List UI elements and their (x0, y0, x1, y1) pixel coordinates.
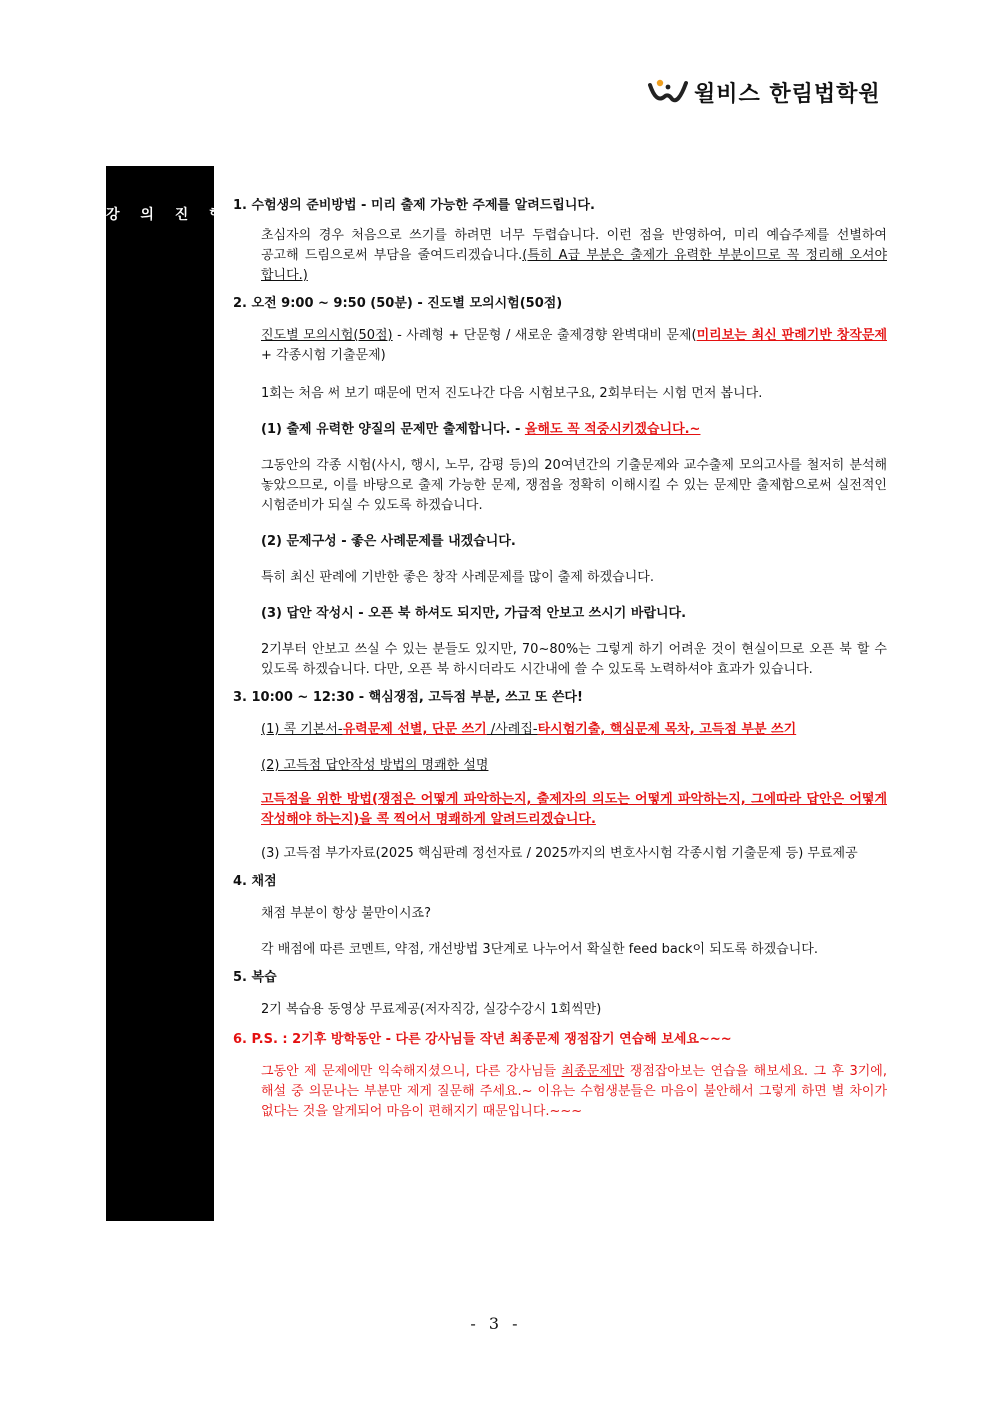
section-2-sub-2-body: 특히 최신 판례에 기반한 좋은 창작 사례문제를 많이 출제 하겠습니다. (261, 570, 654, 585)
section-2-intro-c: 미리보는 최신 판례기반 창작문제 (696, 328, 887, 343)
section-2-title: 2. 오전 9:00 ~ 9:50 (50분) - 진도별 모의시험(50점) (233, 296, 563, 311)
section-2-sub-3-body: 2기부터 안보고 쓰실 수 있는 분들도 있지만, 70~80%는 그렇게 하기 어려운 것이 현실이므로 오픈 북 할 수 있도록 하겠습니다. 다만, 오픈 북 하시더라도 시간내에 쓸 수 있도록 노력하셔야 효과가 있습니다. (261, 642, 887, 677)
section-1-body-text: 초심자의 경우 처음으로 쓰기를 하려면 너무 두렵습니다. 이런 점을 반영하여, 미리 예습주제를 선별하여 공고해 드림으로써 부담을 줄여드리겠습니다. (261, 228, 887, 263)
section-2-sub-3: (3) 답안 작성시 - 오픈 북 하셔도 되지만, 가급적 안보고 쓰시기 바랍니다. (261, 606, 687, 621)
section-2-sub-1-a: (1) 출제 유력한 양질의 문제만 출제합니다. - (261, 422, 525, 437)
section-2-intro-a: 진도별 모의시험(50점) (261, 328, 393, 343)
sidebar-label: 강 의 진 행 (106, 207, 231, 223)
section-6-body-c: 쟁점잡아보는 연습을 해보세요. 그 후 3기에, 해설 중 의문나는 부분만 제게 질문해 주세요.~ 이유는 수험생분들은 마음이 불안해서 그렇게 하면 별 차이가 없다는 것을 알게되어 마음이 편해지기 때문입니다.~~~ (261, 1064, 887, 1119)
section-6-body (261, 1062, 887, 1122)
section-2-sub-1-b: 올해도 꼭 적중시키겠습니다.~ (524, 422, 701, 437)
section-2-schedule: 1회는 처음 써 보기 때문에 먼저 진도나간 다음 시험보구요, 2회부터는 시험 먼저 봅니다. (261, 386, 763, 401)
section-3-item-1 (261, 720, 887, 740)
section-4-body-2: 각 배점에 따른 코멘트, 약점, 개선방법 3단계로 나누어서 확실한 feed back이 되도록 하겠습니다. (261, 942, 818, 957)
section-6-title: 6. P.S. : 2기후 방학동안 - 다른 강사님들 작년 최종문제 쟁점잡기 연습해 보세요~~~ (233, 1032, 732, 1047)
section-5-body: 2기 복습용 동영상 무료제공(저자직강, 실강수강시 1회씩만) (261, 1002, 602, 1017)
section-6-body-a: 그동안 제 문제에만 익숙해지셨으니, 다른 강사님들 (261, 1064, 562, 1079)
section-1-title: 1. 수험생의 준비방법 - 미리 출제 가능한 주제를 알려드립니다. (233, 198, 595, 213)
section-2-intro-b: - 사례형 + 단문형 / 새로운 출제경향 완벽대비 문제( (392, 328, 697, 343)
section-4-title: 4. 채점 (233, 874, 277, 889)
section-3-highlight: 고득점을 위한 방법(쟁점은 어떻게 파악하는지, 출제자의 의도는 어떻게 파악하는지, 그에따라 답안은 어떻게 작성해야 하는지)을 콕 찍어서 명쾌하게 알려드리겠습니다. (261, 792, 887, 827)
section-4-body-1: 채점 부분이 항상 불만이시죠? (261, 906, 431, 921)
header-logo (648, 72, 898, 112)
main-content (233, 196, 887, 1134)
willbis-logo-icon (648, 77, 688, 107)
section-3-item-3: (3) 고득점 부가자료(2025 핵심판례 정선자료 / 2025까지의 변호사시험 각종시험 기출문제 등) 무료제공 (261, 846, 858, 861)
sidebar (106, 166, 231, 1221)
section-1-body (261, 226, 887, 286)
section-3-title: 3. 10:00 ~ 12:30 - 핵심쟁점, 고득점 부분, 쓰고 또 쓴다! (233, 690, 583, 705)
section-3-item-2: (2) 고득점 답안작성 방법의 명쾌한 설명 (261, 758, 489, 773)
section-2-sub-1 (261, 420, 887, 440)
section-2-sub-1-body: 그동안의 각종 시험(사시, 행시, 노무, 감평 등)의 20여년간의 기출문제와 교수출제 모의고사를 철저히 분석해 놓았으므로, 이를 바탕으로 출제 가능한 문제, 쟁점을 정확히 이해시킬 수 있는 문제만 출제함으로써 실전적인 시험준비가 되실 수 있도록 하겠습니다. (261, 458, 887, 513)
section-3-item-1-c: /사례집- (486, 722, 538, 737)
section-3-item-1-a: (1) 콕 기본서- (261, 722, 343, 737)
section-3-item-1-b: 유력문제 선별, 단문 쓰기 (342, 722, 487, 737)
page-number: - 3 - (470, 1314, 522, 1333)
logo-text: 윌비스 한림법학원 (694, 81, 881, 107)
section-5-title: 5. 복습 (233, 970, 277, 985)
section-3-item-1-d: 타시험기출, 핵심문제 목차, 고득점 부분 쓰기 (537, 722, 797, 737)
section-6-body-b: 최종문제만 (561, 1064, 625, 1079)
section-2-intro-d: + 각종시험 기출문제) (261, 348, 386, 363)
section-1-body-note: (특히 A급 부분은 출제가 유력한 부분이므로 꼭 정리해 오셔야 합니다.) (261, 248, 887, 283)
section-2-intro (261, 326, 887, 366)
section-2-sub-2: (2) 문제구성 - 좋은 사례문제를 내겠습니다. (261, 534, 516, 549)
